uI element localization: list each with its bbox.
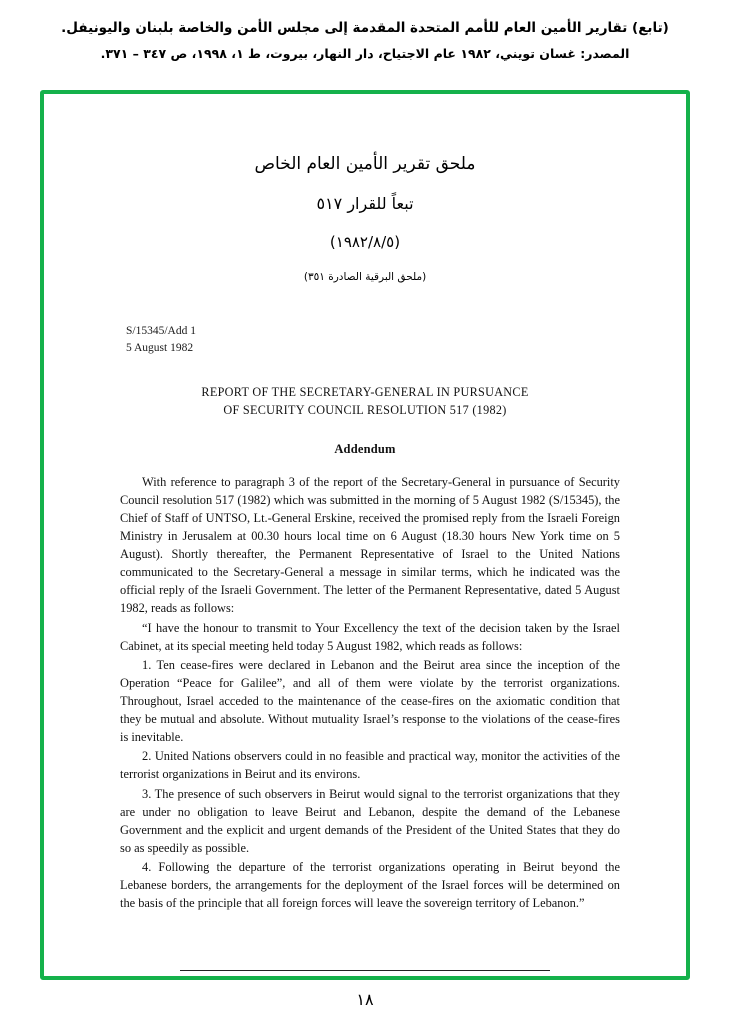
paragraph: 4. Following the departure of the terrorist organizations operating in Beirut beyond the Lebanese borders, the arrangements for the deployment of the Israel forces will be determined on the basis of the principle that all foreign forces will leave the sovereign territory of Lebanon.” (120, 860, 620, 911)
report-body (120, 473, 620, 913)
header-title-line: (تابع) تقارير الأمين العام للأمم المتحدة المقدمة إلى مجلس الأمن والخاصة بلبنان واليونيفل. (61, 20, 669, 36)
arabic-title-line-1: ملحق تقرير الأمين العام الخاص (254, 154, 476, 174)
arabic-title-line-3: (١٩٨٢/٨/٥) (329, 233, 401, 251)
arabic-title-line-4: (ملحق البرقية الصادرة ٣٥١) (303, 271, 427, 283)
paragraph: With reference to paragraph 3 of the report of the Secretary-General in pursuance of Security Council resolution 517 (1982) which was submitted in the morning of 5 August 1982 (S/15345), the Chief of Staff of UNTSO, Lt.-General Erskine, received the promised reply from the Israeli Foreign Ministry in Jerusalem at 00.30 hours local time on 6 August (18.30 hours New York time on 5 August). Shortly thereafter, the Permanent Representative of Israel to the United Nations communicated to the Secretary-General a message in similar terms, which he indicated was the official reply of the Israeli Government. The letter of the Permanent Representative, dated 5 August 1982, reads as follows: (120, 474, 620, 616)
arabic-document-title (92, 154, 638, 283)
document-reference-block (126, 323, 638, 356)
paragraph: 2. United Nations observers could in no feasible and practical way, monitor the activities of the terrorist organizations in Beirut and its environs. (120, 749, 620, 782)
paragraph: 1. Ten cease-fires were declared in Lebanon and the Beirut area since the inception of the Operation “Peace for Galilee”, and all of them were violate by the terrorist organizations. Throughout, Israel acceded to the maintenance of the cease-fires on the axiomatic condition that they be mutual and absolute. Without mutuality Israel’s response to the violations of the cease-fires is inevitable. (120, 657, 620, 745)
paragraph: 3. The presence of such observers in Beirut would signal to the terrorist organizations that they are under no obligation to leave Beirut and Lebanon, despite the demand of the Lebanese Government and the explicit and urgent demands of the President of the United States that they do so as speedily as possible. (120, 786, 620, 855)
document-symbol: S/15345/Add 1 (126, 325, 196, 337)
paragraph: “I have the honour to transmit to Your Excellency the text of the decision taken by the Israel Cabinet, at its special meeting held today 5 August 1982, which reads as follows: (120, 620, 620, 653)
report-title-line-2: OF SECURITY COUNCIL RESOLUTION 517 (1982) (223, 403, 507, 418)
arabic-source-header (0, 0, 730, 64)
report-title-line-1: REPORT OF THE SECRETARY-GENERAL IN PURSUANCE (201, 385, 529, 400)
document-page-frame (40, 90, 690, 980)
document-date: 5 August 1982 (126, 341, 194, 354)
page-number: ١٨ (356, 990, 374, 1009)
arabic-title-line-2: تبعاً للقرار ٥١٧ (316, 194, 414, 213)
report-title (92, 384, 638, 419)
document-page-content (44, 94, 686, 976)
addendum-heading: Addendum (334, 441, 396, 456)
header-source-line: المصدر: غسان تويني، ١٩٨٢ عام الاجتياح، دار النهار، بيروت، ط ١، ١٩٩٨، ص ٣٤٧ – ٣٧١. (100, 46, 630, 62)
bottom-divider (180, 970, 550, 971)
